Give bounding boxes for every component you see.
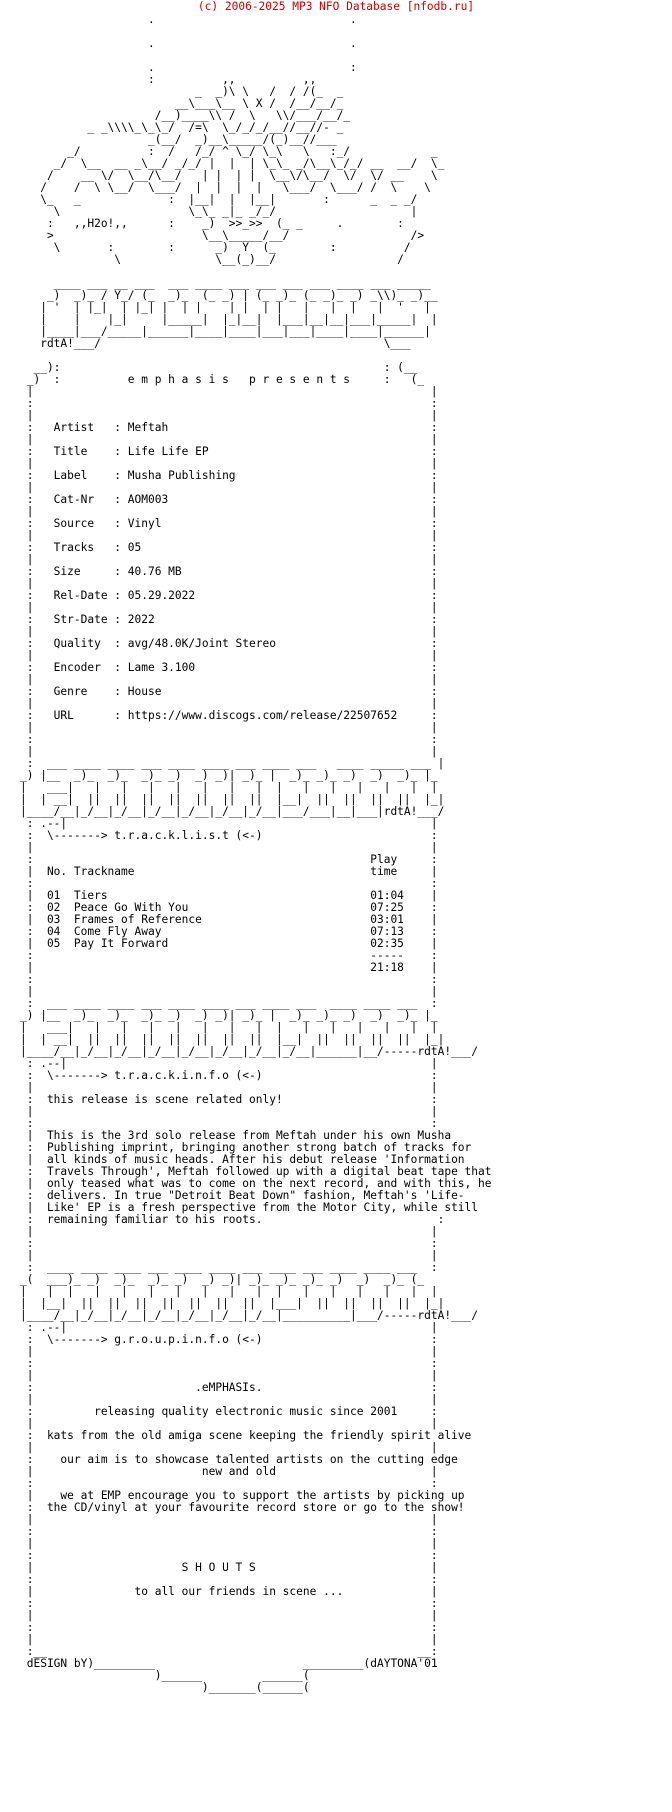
nfo-line: | No. Trackname time | <box>20 865 438 878</box>
nfo-line: / __ \/ \__/\__/ | | | | \__\/\__/ \/ \/ __ \ <box>20 169 438 182</box>
nfo-line: | | <box>20 1249 438 1262</box>
nfo-line: | | <box>20 1081 438 1094</box>
nfo-line: | | <box>20 625 438 638</box>
nfo-line: | | <box>20 841 438 854</box>
nfo-line: | | <box>20 529 438 542</box>
nfo-line: | |__| || || || || || || || |___| || || || || |_| <box>20 1297 445 1310</box>
nfo-line: _) : e m p h a s i s p r e s e n t s : (_ <box>20 373 425 386</box>
nfo-line: | | __| || || || || || || || |__| || || || || |_| <box>20 1033 445 1046</box>
nfo-line: | Like' EP is a fresh perspective from the Motor City, while still <box>20 1201 479 1214</box>
nfo-line: | 03 Frames of Reference 03:01 | <box>20 913 438 926</box>
nfo-line: :__ __: <box>20 1645 438 1658</box>
nfo-line: : Title : Life Life EP : <box>20 445 438 458</box>
nfo-line: : ___ ____ ____ ___ ____ ____ ___ ____ ___ ____ _____ ___ | <box>20 757 445 770</box>
nfo-line: : Str-Date : 2022 : <box>20 613 438 626</box>
nfo-line: | | <box>20 553 438 566</box>
nfo-line: )_______(______( <box>20 1681 310 1694</box>
nfo-line: ____ ___ __ ___ ___ ____ ___ ___ ___ ___ ____ ___ _____ <box>20 277 431 290</box>
nfo-line: : the CD/vinyl at your favourite record store or go to the show! <box>20 1501 465 1514</box>
nfo-line: | | <box>20 1441 438 1454</box>
nfo-line: : : <box>20 1621 438 1634</box>
nfo-line: | ' | |_| | |_| | | | | | | | | | | | ' | <box>20 301 431 314</box>
nfo-line: : Size : 40.76 MB : <box>20 565 438 578</box>
nfo-line: : : <box>20 1357 438 1370</box>
nfo-line: \ \__(_)__/ / <box>20 253 404 266</box>
nfo-line: : .--| | <box>20 1057 438 1070</box>
nfo-line: | | <box>20 1225 438 1238</box>
nfo-line: : .eMPHASIs. : <box>20 1381 438 1394</box>
nfo-line: : this release is scene related only! : <box>20 1093 438 1106</box>
nfo-line: | | | | | | | | | | | | | | | | | <box>20 1285 438 1298</box>
nfo-line: |____|___/_____|______|____|____|___|___|____|____|______| <box>20 325 431 338</box>
nfo-line: : Quality : avg/48.0K/Joint Stereo : <box>20 637 438 650</box>
nfo-line: | | <box>20 1609 438 1622</box>
nfo-line: : Source : Vinyl : <box>20 517 438 530</box>
nfo-line: : delivers. In true "Detroit Beat Down" fashion, Meftah's 'Life- <box>20 1189 465 1202</box>
nfo-line: : Artist : Meftah : <box>20 421 438 434</box>
nfo-line: _/ : / /_/ ^ \_/ \_\ \ :_/ _ <box>20 145 438 158</box>
nfo-line: | | <box>20 697 438 710</box>
nfo-line: : Play : <box>20 853 438 866</box>
nfo-line: | | <box>20 457 438 470</box>
nfo-line: : ----- : <box>20 949 438 962</box>
nfo-line: : Label : Musha Publishing : <box>20 469 438 482</box>
nfo-line: | | <box>20 673 438 686</box>
site-credit-header: (c) 2006-2025 MP3 NFO Database [nfodb.ru] <box>197 0 475 13</box>
nfo-line: | 01 Tiers 01:04 | <box>20 889 438 902</box>
nfo-line: : remaining familiar to his roots. : <box>20 1213 445 1226</box>
nfo-line: _) |__ _)_ _)_ _)_ _) _) _)| _)_ | _)_ _)_ _) _) _)_ |_ <box>20 769 438 782</box>
nfo-line: : ___ ____ ____ ___ ____ ____ ___ ____ ___ ____ ____ ___ : <box>20 997 438 1010</box>
nfo-line: | | <box>20 1393 438 1406</box>
nfo-line: _) |__ _)_ _)_ _)_ _) _) _)| _)_ | _)_ _)_ _) _) _)_ |_ <box>20 1009 438 1022</box>
nfo-line: : : <box>20 397 438 410</box>
nfo-line: > \__\_____/__/ /> <box>20 229 425 242</box>
nfo-line: : 04 Come Fly Away 07:13 : <box>20 925 438 938</box>
nfo-line: | | __| || || || || || || || |__| || || || || |_| <box>20 793 445 806</box>
nfo-line: : Travels Through', Meftah followed up with a digital beat tape that <box>20 1165 492 1178</box>
nfo-line: _ _\\\\_\_\_/ /=\ \_/_/_/__//__//- _ <box>20 121 344 134</box>
nfo-line: | | <box>20 1633 438 1646</box>
nfo-line: | 21:18 | <box>20 961 438 974</box>
nfo-line: / / \ \__/ \___/ | | | | \___/ \___/ / \ \ <box>20 181 431 194</box>
nfo-line: : URL : https://www.discogs.com/release/22507652 : <box>20 709 438 722</box>
nfo-line: | ___| | | | | | | | | | | | | | | <box>20 1021 438 1034</box>
nfo-line: \ \_\_ _|_ _/_/ | <box>20 205 418 218</box>
nfo-line: | | |_| |_____| |_|__| |___|__|__|___|_____| | <box>20 313 438 326</box>
nfo-line: : \-------> g.r.o.u.p.i.n.f.o (<-) : <box>20 1333 438 1346</box>
nfo-line: | | <box>20 721 438 734</box>
nfo-line: : : <box>20 973 438 986</box>
nfo-line: | | <box>20 481 438 494</box>
nfo-line: : : <box>20 1597 438 1610</box>
nfo-line: : : <box>20 1237 438 1250</box>
nfo-line: | | <box>20 745 438 758</box>
nfo-line: : ____ ____ ____ ___ ____ ____ ___ ____ ___ ____ ____ ___ : <box>20 1261 438 1274</box>
nfo-line: __\___\__ \ X / /__/__/_ <box>20 97 344 110</box>
nfo-line: : our aim is to showcase talented artists on the cutting edge <box>20 1453 458 1466</box>
nfo-line: | | <box>20 601 438 614</box>
nfo-line: | | <box>20 649 438 662</box>
nfo-line: | 05 Pay It Forward 02:35 | <box>20 937 438 950</box>
nfo-line: |____/__|_/__|_/__|_/__|_/__|_/__|_/__|__________|___/-----rdtA!___/ <box>20 1309 479 1322</box>
nfo-line: : Publishing imprint, bringing another strong batch of tracks for <box>20 1141 472 1154</box>
nfo-line: | | <box>20 1369 438 1382</box>
nfo-line: : ,,H2o!,, : _) >>_>> (_ _ . : <box>20 217 404 230</box>
nfo-line: : releasing quality electronic music since 2001 : <box>20 1405 438 1418</box>
nfo-line: | ___| | | | | | | | | | | | | | | <box>20 781 438 794</box>
nfo-line: _/ \__ __ _\__/ _/_/ | | | \_\_ _/\__\_/_/ __ __/ \_ <box>20 157 445 170</box>
nfo-line: | | <box>20 1537 438 1550</box>
nfo-line: |____/__|_/__|_/__|_/__|_/__|_/__|_/__|___/___|__|___|rdtA!___/ <box>20 805 445 818</box>
nfo-line: rdtA!___/ \___ <box>20 337 411 350</box>
nfo-line: : : <box>20 877 438 890</box>
nfo-line: : : <box>20 733 438 746</box>
nfo-line: _) _)_ / Y_/ (_ _)_ (_ _) | (_ _)_ (_ _)_ _) _\\)_ _)__ <box>20 289 438 302</box>
nfo-line: : Cat-Nr : AOM003 : <box>20 493 438 506</box>
nfo-line: _( ___)_ _) _)_ _)_ _) _) _)| _)_ _)_ _)_ _) _) _)_ (_ <box>20 1273 425 1286</box>
nfo-line: : .--| | <box>20 1321 438 1334</box>
nfo-line: : .--| | <box>20 817 438 830</box>
nfo-line: | S H O U T S | <box>20 1561 438 1574</box>
nfo-line: : : <box>20 1525 438 1538</box>
nfo-line: | | <box>20 985 438 998</box>
nfo-line: _(__/ _)__\_____/(_)__//___ <box>20 133 337 146</box>
nfo-line: | we at EMP encourage you to support the artists by picking up <box>20 1489 465 1502</box>
nfo-line: | | <box>20 385 438 398</box>
nfo-line: : : <box>20 1117 438 1130</box>
nfo-line: . : <box>20 61 357 74</box>
nfo-text-document <box>20 14 491 1694</box>
nfo-line: . . <box>20 13 357 26</box>
nfo-line: . . <box>20 37 357 50</box>
nfo-line: | | <box>20 433 438 446</box>
nfo-line: : : <box>20 1573 438 1586</box>
nfo-line: | all kinds of music heads. After his debut release 'Information <box>20 1153 465 1166</box>
nfo-line: : kats from the old amiga scene keeping the friendly spirit alive <box>20 1429 472 1442</box>
nfo-line: /__)____\\ / \ \\/___/__/_ <box>20 109 351 122</box>
nfo-line: _ _)\ \ / / /(_ _ <box>20 85 344 98</box>
nfo-line: |____/__|_/__|_/__|_/__|_/__|_/__|_/__|_/__|______|__/-----rdtA!___/ <box>20 1045 479 1058</box>
nfo-line: : : <box>20 1549 438 1562</box>
nfo-line: : \-------> t.r.a.c.k.i.n.f.o (<-) : <box>20 1069 438 1082</box>
nfo-line: : ,, ,, <box>20 73 317 86</box>
nfo-line: | This is the 3rd solo release from Meftah under his own Musha <box>20 1129 452 1142</box>
nfo-line: \_ _ : |__| | |__| : _ _ _/ <box>20 193 418 206</box>
nfo-line: | | <box>20 1105 438 1118</box>
nfo-line: \ : : _) Y (_ : / <box>20 241 411 254</box>
nfo-line: : 02 Peace Go With You 07:25 : <box>20 901 438 914</box>
nfo-line: | | <box>20 1513 438 1526</box>
nfo-line: | | <box>20 1417 438 1430</box>
nfo-line: | | <box>20 1345 438 1358</box>
nfo-line: : : <box>20 1477 438 1490</box>
nfo-line: )______ ______( <box>20 1669 310 1682</box>
nfo-line: | | <box>20 505 438 518</box>
nfo-line: : Rel-Date : 05.29.2022 : <box>20 589 438 602</box>
nfo-line: __): : (__ <box>20 361 418 374</box>
nfo-line: | | <box>20 577 438 590</box>
nfo-line: | to all our friends in scene ... | <box>20 1585 438 1598</box>
nfo-line: : Encoder : Lame 3.100 : <box>20 661 438 674</box>
nfo-line: : Genre : House : <box>20 685 438 698</box>
nfo-line: | only teased what was to come on the next record, and with this, he <box>20 1177 492 1190</box>
nfo-line: | | <box>20 409 438 422</box>
nfo-line: dESIGN bY)_________ _________(dAYTONA'01 <box>20 1657 438 1670</box>
nfo-line: : Tracks : 05 : <box>20 541 438 554</box>
nfo-line: : \-------> t.r.a.c.k.l.i.s.t (<-) : <box>20 829 438 842</box>
nfo-line: | new and old | <box>20 1465 438 1478</box>
